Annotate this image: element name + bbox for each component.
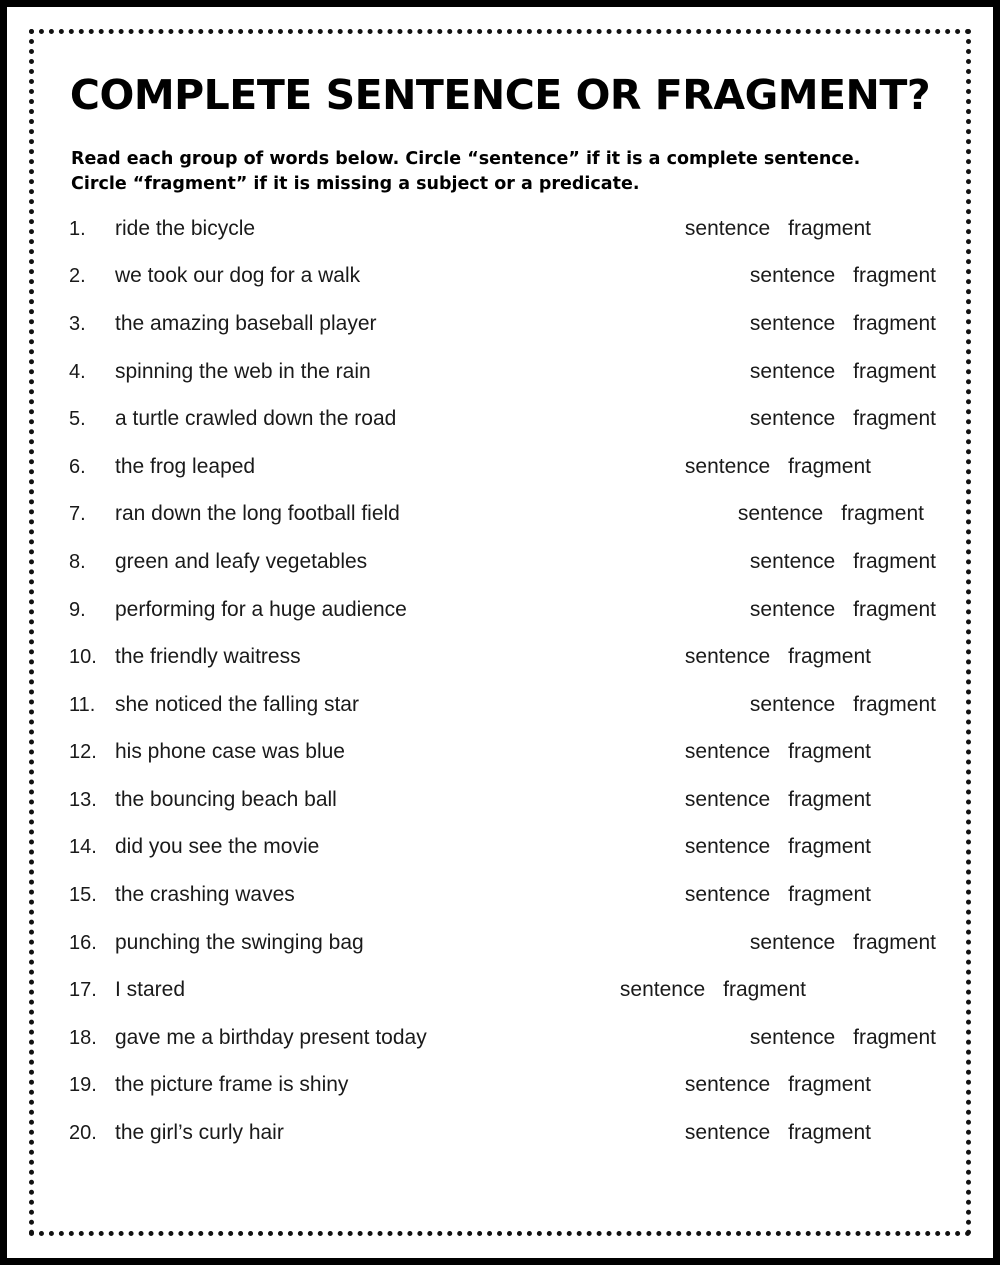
question-row	[69, 265, 941, 313]
question-text: a turtle crawled down the road	[115, 407, 397, 431]
question-text: the amazing baseball player	[115, 311, 377, 335]
question-text: green and leafy vegetables	[115, 549, 368, 573]
question-row	[69, 1027, 941, 1075]
answer-choices	[685, 646, 871, 667]
choice-fragment[interactable]: fragment	[853, 407, 936, 431]
answer-choices	[750, 361, 936, 382]
choice-sentence[interactable]: sentence	[749, 549, 836, 573]
question-row	[69, 1074, 941, 1122]
page-title: COMPLETE SENTENCE OR FRAGMENT?	[69, 71, 931, 119]
answer-choices	[685, 218, 871, 239]
question-text: the bouncing beach ball	[115, 787, 337, 811]
instructions-text: Read each group of words below. Circle “sentence” if it is a complete sentence. Circle “fragment” if it is missing a subject or a predicate.	[71, 149, 861, 195]
question-row	[69, 313, 941, 361]
worksheet-content	[59, 53, 941, 1218]
choice-fragment[interactable]: fragment	[788, 1121, 871, 1145]
question-number: 14.	[69, 836, 97, 859]
choice-sentence[interactable]: sentence	[684, 835, 771, 859]
question-text: spinning the web in the rain	[115, 359, 371, 383]
choice-sentence[interactable]: sentence	[684, 883, 771, 907]
answer-choices	[685, 884, 871, 905]
question-number: 10.	[69, 646, 97, 669]
question-text: ride the bicycle	[115, 216, 256, 240]
answer-choices	[620, 979, 806, 1000]
question-row	[69, 932, 941, 980]
choice-sentence[interactable]: sentence	[684, 645, 771, 669]
answer-choices	[750, 694, 936, 715]
choice-sentence[interactable]: sentence	[684, 1073, 771, 1097]
question-row	[69, 456, 941, 504]
choice-fragment[interactable]: fragment	[788, 1073, 871, 1097]
choice-sentence[interactable]: sentence	[749, 264, 836, 288]
answer-choices	[685, 456, 871, 477]
question-row	[69, 836, 941, 884]
question-text: his phone case was blue	[115, 740, 345, 764]
answer-choices	[750, 599, 936, 620]
choice-sentence[interactable]: sentence	[684, 787, 771, 811]
question-number: 2.	[69, 265, 86, 288]
choice-sentence[interactable]: sentence	[749, 597, 836, 621]
choice-fragment[interactable]: fragment	[853, 692, 936, 716]
choice-sentence[interactable]: sentence	[749, 407, 836, 431]
question-number: 4.	[69, 360, 86, 383]
choice-fragment[interactable]: fragment	[788, 835, 871, 859]
question-row	[69, 789, 941, 837]
answer-choices	[685, 836, 871, 857]
choice-fragment[interactable]: fragment	[788, 740, 871, 764]
question-text: did you see the movie	[115, 835, 320, 859]
question-number: 3.	[69, 312, 86, 335]
answer-choices	[685, 741, 871, 762]
question-row	[69, 741, 941, 789]
question-text: the picture frame is shiny	[115, 1073, 349, 1097]
question-row	[69, 694, 941, 742]
question-text: performing for a huge audience	[115, 597, 407, 621]
choice-fragment[interactable]: fragment	[853, 1025, 936, 1049]
choice-fragment[interactable]: fragment	[788, 787, 871, 811]
choice-sentence[interactable]: sentence	[749, 930, 836, 954]
choice-sentence[interactable]: sentence	[684, 740, 771, 764]
question-number: 15.	[69, 884, 97, 907]
choice-fragment[interactable]: fragment	[853, 549, 936, 573]
question-row	[69, 503, 941, 551]
choice-sentence[interactable]: sentence	[749, 692, 836, 716]
question-number: 12.	[69, 741, 97, 764]
question-number: 11.	[69, 693, 96, 716]
question-text: the friendly waitress	[115, 645, 301, 669]
choice-sentence[interactable]: sentence	[749, 359, 836, 383]
question-row	[69, 218, 941, 266]
question-number: 8.	[69, 550, 86, 573]
question-number: 19.	[69, 1074, 97, 1097]
choice-sentence[interactable]: sentence	[684, 454, 771, 478]
question-number: 7.	[69, 503, 86, 526]
choice-fragment[interactable]: fragment	[853, 264, 936, 288]
question-row	[69, 599, 941, 647]
question-number: 20.	[69, 1122, 97, 1145]
question-row	[69, 408, 941, 456]
choice-sentence[interactable]: sentence	[684, 216, 771, 240]
choice-sentence[interactable]: sentence	[619, 978, 706, 1002]
choice-sentence[interactable]: sentence	[684, 1121, 771, 1145]
question-row	[69, 551, 941, 599]
answer-choices	[750, 313, 936, 334]
question-text: gave me a birthday present today	[115, 1025, 427, 1049]
choice-sentence[interactable]: sentence	[749, 1025, 836, 1049]
question-row	[69, 979, 941, 1027]
question-text: the frog leaped	[115, 454, 256, 478]
question-text: we took our dog for a walk	[115, 264, 361, 288]
answer-choices	[738, 503, 924, 524]
choice-fragment[interactable]: fragment	[841, 502, 924, 526]
question-text: the girl’s curly hair	[115, 1121, 284, 1145]
question-text: the crashing waves	[115, 883, 295, 907]
choice-fragment[interactable]: fragment	[788, 883, 871, 907]
answer-choices	[685, 789, 871, 810]
question-row	[69, 646, 941, 694]
question-number: 6.	[69, 455, 86, 478]
question-number: 16.	[69, 931, 97, 954]
choice-fragment[interactable]: fragment	[853, 930, 936, 954]
question-number: 13.	[69, 788, 97, 811]
answer-choices	[685, 1074, 871, 1095]
question-text: I stared	[115, 978, 186, 1002]
choice-sentence[interactable]: sentence	[749, 311, 836, 335]
question-row	[69, 1122, 941, 1170]
choice-fragment[interactable]: fragment	[853, 359, 936, 383]
question-text: punching the swinging bag	[115, 930, 364, 954]
choice-fragment[interactable]: fragment	[853, 597, 936, 621]
choice-fragment[interactable]: fragment	[788, 216, 871, 240]
answer-choices	[750, 1027, 936, 1048]
question-number: 5.	[69, 408, 86, 431]
answer-choices	[750, 932, 936, 953]
question-text: ran down the long football field	[115, 502, 400, 526]
choice-sentence[interactable]: sentence	[737, 502, 824, 526]
question-number: 9.	[69, 598, 86, 621]
choice-fragment[interactable]: fragment	[788, 454, 871, 478]
answer-choices	[750, 551, 936, 572]
question-number: 1.	[69, 217, 86, 240]
answer-choices	[750, 265, 936, 286]
question-list	[69, 218, 941, 1170]
question-row	[69, 361, 941, 409]
question-text: she noticed the falling star	[115, 692, 359, 716]
answer-choices	[750, 408, 936, 429]
choice-fragment[interactable]: fragment	[853, 311, 936, 335]
question-number: 18.	[69, 1026, 97, 1049]
choice-fragment[interactable]: fragment	[788, 645, 871, 669]
question-row	[69, 884, 941, 932]
answer-choices	[685, 1122, 871, 1143]
question-number: 17.	[69, 979, 97, 1002]
choice-fragment[interactable]: fragment	[723, 978, 806, 1002]
